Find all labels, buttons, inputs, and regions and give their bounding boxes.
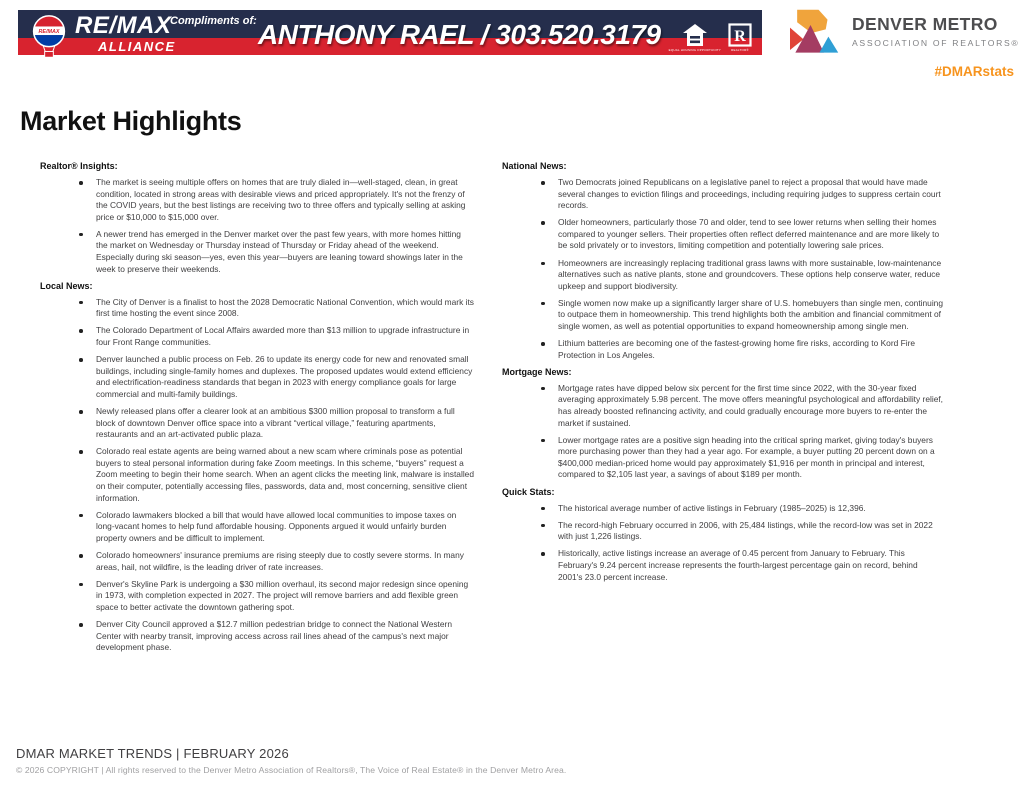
left-column (40, 161, 474, 659)
section-heading: Realtor® Insights: (40, 161, 118, 171)
remax-banner (18, 10, 762, 55)
agent-name-phone: ANTHONY RAEL / 303.520.3179 (258, 19, 661, 50)
bullet-item: Homeowners are increasingly replacing traditional grass lawns with more sustainable, low-maintenance alternatives such as native plants, stone and groundcovers. These options help conserve water, reduce upkeep and support biodiversity. (540, 258, 944, 293)
right-column (502, 161, 944, 659)
realtor-letter: R (734, 28, 746, 45)
bullet-item: Denver launched a public process on Feb. 26 to update its energy code for new and renovated small buildings, including single-family homes and duplexes. The proposed updates would extend efficiency and electrification-readiness standards that began in 2023 with energy compliance goals for large commercial and multi-family buildings. (78, 354, 474, 400)
section-local-news (40, 281, 474, 654)
section-realtor-insights (40, 161, 474, 275)
dmar-wordmark (852, 14, 1019, 48)
bullet-item: Lower mortgage rates are a positive sign heading into the critical spring market, giving today's buyers more purchasing power than they had a year ago. For example, a buyer putting 20 percent down on a $400,000 median-priced home would pay approximately $1,916 per month in principal and interest, compared to $2,105 last year, a savings of about $189 per month. (540, 435, 944, 481)
bullet-item: A newer trend has emerged in the Denver market over the past few years, with more homes hitting the market on Wednesday or Thursday instead of Thursday or Friday ahead of the weekend. Especially during ski season—yes, even this year—buyers are leaning toward showings later in the week to preserve their weekends. (78, 229, 474, 275)
bullet-item: Colorado lawmakers blocked a bill that would have allowed local communities to impose taxes on long-vacant homes to help fund affordable housing. Opponents argued it would unfairly burden property owners and be difficult to implement. (78, 510, 474, 545)
dmar-subtitle: ASSOCIATION OF REALTORS® (852, 38, 1020, 48)
bullet-item: The record-high February occurred in 2006, with 25,484 listings, while the record-low was set in 2022 with just 1,226 listings. (540, 520, 944, 543)
section-heading: Local News: (40, 280, 93, 291)
bullet-list (40, 297, 474, 654)
bullet-item: The Colorado Department of Local Affairs awarded more than $13 million to upgrade infrastructure in four Front Range communities. (78, 325, 474, 348)
bullet-item: Denver's Skyline Park is undergoing a $30 million overhaul, its second major redesign since opening in 1973, with completion expected in 2027. The project will remove barriers and add flexible green space to better activate the downtown gathering spot. (78, 579, 474, 614)
banner-icons (669, 23, 752, 52)
dmar-hashtag: #DMARstats (934, 64, 1014, 79)
section-heading: Mortgage News: (502, 366, 572, 377)
bullet-item: Single women now make up a significantly larger share of U.S. homebuyers than single men, continuing to outpace them in homeownership. This trend highlights both the ambition and financial commitment of single women, as well as potential opportunities to expand homeownership among single men. (540, 298, 944, 333)
bullet-item: Lithium batteries are becoming one of the fastest-growing home fire risks, according to Kord Fire Protection in Los Angeles. (540, 338, 944, 361)
equal-housing-icon (669, 23, 721, 52)
footer-copyright: © 2026 COPYRIGHT | All rights reserved to the Denver Metro Association of Realtors®, The Voice of Real Estate® in the Denver Metro Area. (16, 765, 567, 775)
section-mortgage-news (502, 367, 944, 481)
header (0, 0, 1026, 92)
bullet-item: Colorado real estate agents are being warned about a new scam where criminals pose as potential buyers to steal personal information during fake Zoom meetings. In this scheme, “buyers” request a Zoom meeting to begin their home search. When an agent clicks the meeting link, malware is installed on their computer, potentially accessing files, passwords, data and, most concerning, sensitive client information. (78, 446, 474, 504)
equal-housing-caption: EQUAL HOUSING OPPORTUNITY (668, 48, 721, 52)
bullet-item: Colorado homeowners' insurance premiums are rising steeply due to costly severe storms. In many areas, hail, not wildfire, is the leading driver of rate increases. (78, 550, 474, 573)
bullet-item: Mortgage rates have dipped below six percent for the first time since 2022, with the 30-year fixed averaging approximately 5.98 percent. The move offers meaningful psychological and affordability relief, has already boosted refinancing activity, and could gradually encourage more buyers to re-enter the market if sustained. (540, 383, 944, 429)
bullet-item: The market is seeing multiple offers on homes that are truly dialed in—well-staged, clean, in great condition, located in strong areas with desirable views and priced appropriately. It's not the frenzy of the COVID years, but the best listings are receiving two to three offers and typically selling at asking price or $10,000 to $15,000 over. (78, 177, 474, 223)
bullet-list (502, 503, 944, 584)
bullet-item: The historical average number of active listings in February (1985–2025) is 12,396. (540, 503, 944, 515)
footer (16, 746, 566, 775)
bullet-item: Older homeowners, particularly those 70 and older, tend to see lower returns when selling their homes compared to younger sellers. Their properties often reflect deferred maintenance and are more likely to be sold privately or to investors, limiting competition and potentially lowering sale prices. (540, 217, 944, 252)
section-heading: Quick Stats: (502, 486, 555, 497)
bullet-list (502, 177, 944, 361)
section-national-news (502, 161, 944, 361)
bullet-item: Historically, active listings increase an average of 0.45 percent from January to February. This February's 9.24 percent increase represents the fourth-largest percentage gain on record, behind 2001's 23.0 percent increase. (540, 548, 944, 583)
remax-alliance-wordmark: ALLIANCE (98, 39, 176, 54)
compliments-label: Compliments of: (170, 15, 257, 27)
remax-balloon-icon (28, 13, 70, 63)
footer-title: DMAR MARKET TRENDS | FEBRUARY 2026 (16, 746, 289, 761)
bullet-item: The City of Denver is a finalist to host the 2028 Democratic National Convention, which would mark its first time hosting the event since 2008. (78, 297, 474, 320)
realtor-caption: REALTOR® (731, 48, 749, 52)
realtor-icon (728, 23, 752, 52)
dmar-name: DENVER METRO (852, 14, 998, 34)
content-columns (0, 161, 1026, 659)
bullet-item: Newly released plans offer a clearer look at an ambitious $300 million proposal to transform a full block of downtown Denver office space into a vibrant “vertical village,” featuring apartments, restaurants and an art-activated public plaza. (78, 406, 474, 441)
section-heading: National News: (502, 161, 567, 171)
bullet-list (40, 177, 474, 275)
page-title: Market Highlights (20, 106, 242, 136)
bullet-list (502, 383, 944, 481)
bullet-item: Two Democrats joined Republicans on a legislative panel to reject a proposal that would have made several changes to eviction filings and proceedings, including requiring judges to suppress certain court records. (540, 177, 944, 212)
section-quick-stats (502, 487, 944, 584)
remax-wordmark: RE/MAX (75, 12, 172, 39)
bullet-item: Denver City Council approved a $12.7 million pedestrian bridge to connect the National Western Center with nearby transit, improving access across rail lines ahead of the campus's next major development phase. (78, 619, 474, 654)
balloon-label: RE/MAX (38, 29, 60, 36)
dmar-logo-icon (786, 8, 844, 58)
